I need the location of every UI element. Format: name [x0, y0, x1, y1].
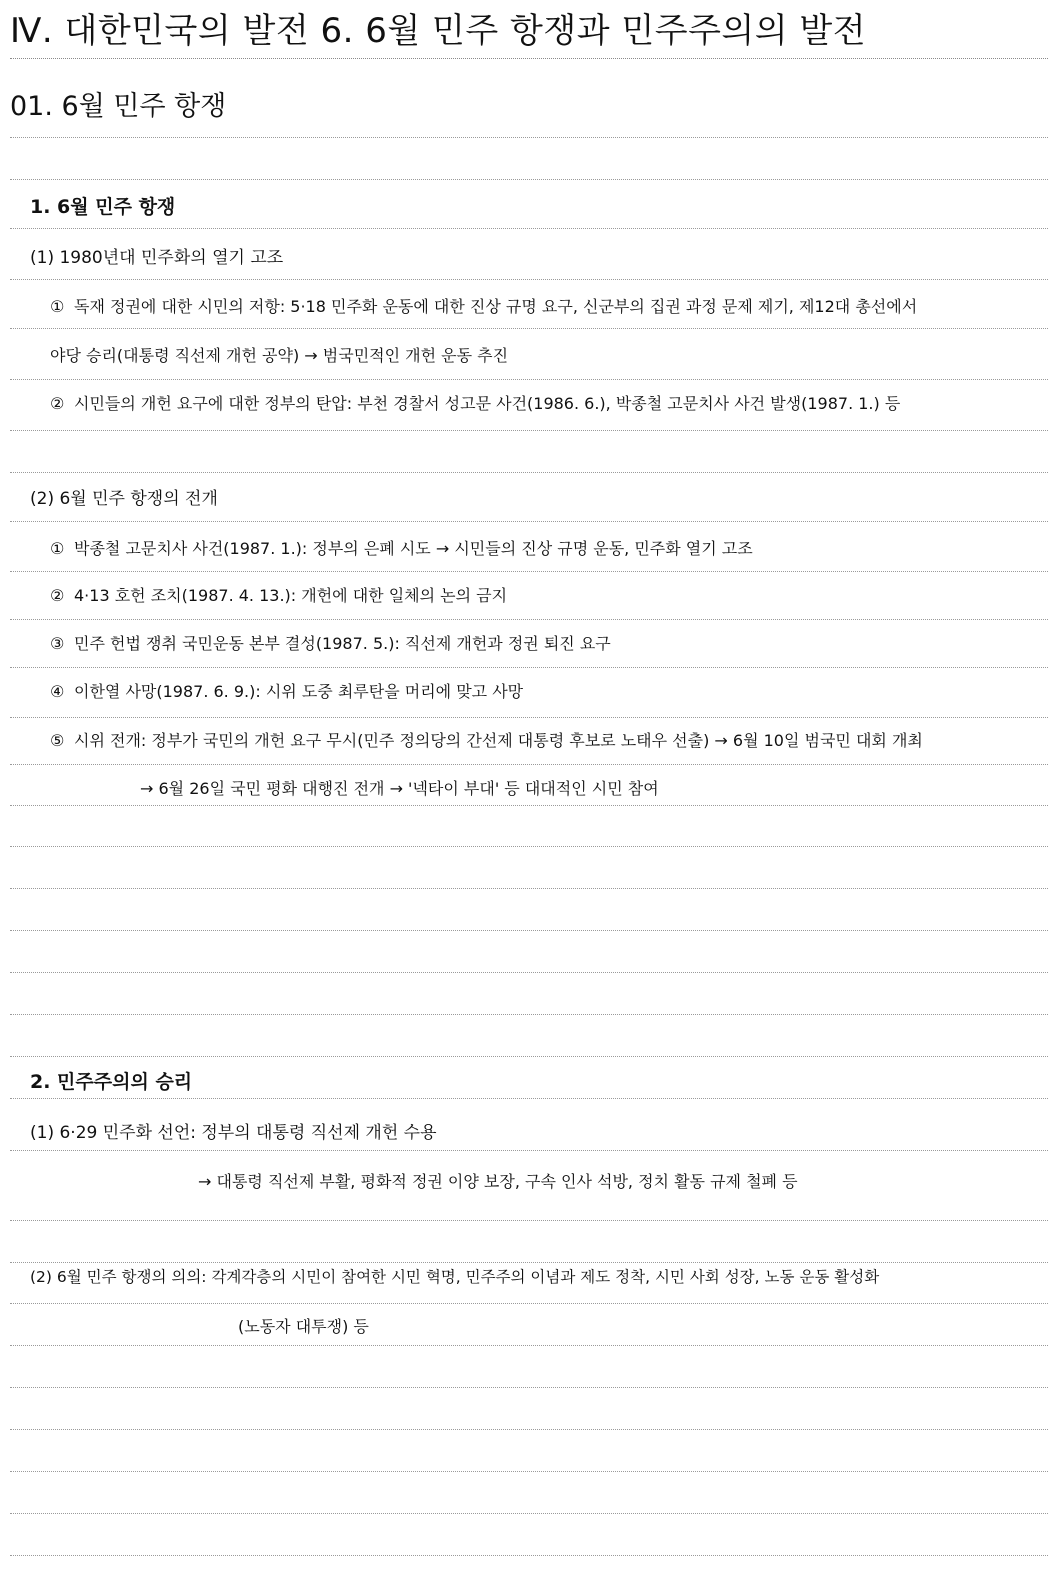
item-continuation: (노동자 대투쟁) 등 [238, 1317, 369, 1336]
subsection-heading: (1) 6·29 민주화 선언: 정부의 대통령 직선제 개헌 수용 [30, 1123, 437, 1143]
rule-line [10, 571, 1048, 572]
item-text: 이한열 사망(1987. 6. 9.): 시위 도중 최루탄을 머리에 맞고 사망 [74, 682, 524, 701]
lesson-title: 01. 6월 민주 항쟁 [10, 91, 227, 122]
rule-line [10, 1098, 1048, 1099]
section-heading: 1. 6월 민주 항쟁 [30, 196, 176, 218]
rule-line [10, 179, 1048, 180]
list-item [50, 541, 753, 557]
rule-line [10, 1150, 1048, 1151]
item-number: ③ [50, 634, 65, 653]
rule-line [10, 846, 1048, 847]
rule-line [10, 521, 1048, 522]
rule-line [10, 1220, 1048, 1221]
item-text: 4·13 호헌 조치(1987. 4. 13.): 개헌에 대한 일체의 논의 금지 [74, 586, 508, 605]
rule-line [10, 1056, 1048, 1057]
item-continuation: → 6월 26일 국민 평화 대행진 전개 → '넥타이 부대' 등 대대적인 시민 참여 [140, 779, 659, 798]
item-text: 시민들의 개헌 요구에 대한 정부의 탄압: 부천 경찰서 성고문 사건(1986. 6.), 박종철 고문치사 사건 발생(1987. 1.) 등 [74, 394, 901, 413]
item-text: 민주 헌법 쟁취 국민운동 본부 결성(1987. 5.): 직선제 개헌과 정권 퇴진 요구 [74, 634, 611, 653]
rule-line [10, 1513, 1048, 1514]
rule-line [10, 228, 1048, 229]
list-item [50, 684, 523, 700]
page-title: Ⅳ. 대한민국의 발전 6. 6월 민주 항쟁과 민주주의의 발전 [10, 11, 867, 51]
rule-line [10, 930, 1048, 931]
item-number: ④ [50, 682, 65, 701]
rule-line [10, 888, 1048, 889]
rule-line [10, 667, 1048, 668]
list-item [50, 396, 900, 412]
rule-line [10, 1345, 1048, 1346]
rule-line [10, 328, 1048, 329]
item-text: 독재 정권에 대한 시민의 저항: 5·18 민주화 운동에 대한 진상 규명 요구, 신군부의 집권 과정 문제 제기, 제12대 총선에서 [74, 297, 918, 316]
rule-line [10, 717, 1048, 718]
item-continuation: → 대통령 직선제 부활, 평화적 정권 이양 보장, 구속 인사 석방, 정치 활동 규제 철폐 등 [198, 1172, 798, 1191]
rule-line [10, 472, 1048, 473]
rule-line [10, 58, 1048, 59]
section-heading: 2. 민주주의의 승리 [30, 1071, 193, 1093]
rule-line [10, 1555, 1048, 1556]
rule-line [10, 619, 1048, 620]
item-continuation: 야당 승리(대통령 직선제 개헌 공약) → 범국민적인 개헌 운동 추진 [50, 346, 509, 365]
subsection-heading: (1) 1980년대 민주화의 열기 고조 [30, 248, 284, 268]
rule-line [10, 379, 1048, 380]
list-item [50, 636, 611, 652]
rule-line [10, 1262, 1048, 1263]
list-item [50, 299, 917, 315]
rule-line [10, 430, 1048, 431]
item-text: 박종철 고문치사 사건(1987. 1.): 정부의 은폐 시도 → 시민들의 진상 규명 운동, 민주화 열기 고조 [74, 539, 753, 558]
rule-line [10, 972, 1048, 973]
item-number: ② [50, 586, 65, 605]
rule-line [10, 137, 1048, 138]
item-number: ① [50, 297, 65, 316]
subsection-heading: (2) 6월 민주 항쟁의 전개 [30, 489, 218, 509]
rule-line [10, 1014, 1048, 1015]
list-item [50, 588, 507, 604]
item-number: ① [50, 539, 65, 558]
rule-line [10, 1303, 1048, 1304]
rule-line [10, 1387, 1048, 1388]
item-number: ⑤ [50, 731, 65, 750]
item-number: ② [50, 394, 65, 413]
rule-line [10, 805, 1048, 806]
rule-line [10, 279, 1048, 280]
rule-line [10, 764, 1048, 765]
rule-line [10, 1429, 1048, 1430]
list-item [50, 733, 923, 749]
rule-line [10, 1471, 1048, 1472]
subsection-heading: (2) 6월 민주 항쟁의 의의: 각계각층의 시민이 참여한 시민 혁명, 민주주의 이념과 제도 정착, 시민 사회 성장, 노동 운동 활성화 [30, 1268, 880, 1286]
item-text: 시위 전개: 정부가 국민의 개헌 요구 무시(민주 정의당의 간선제 대통령 후보로 노태우 선출) → 6월 10일 범국민 대회 개최 [74, 731, 923, 750]
